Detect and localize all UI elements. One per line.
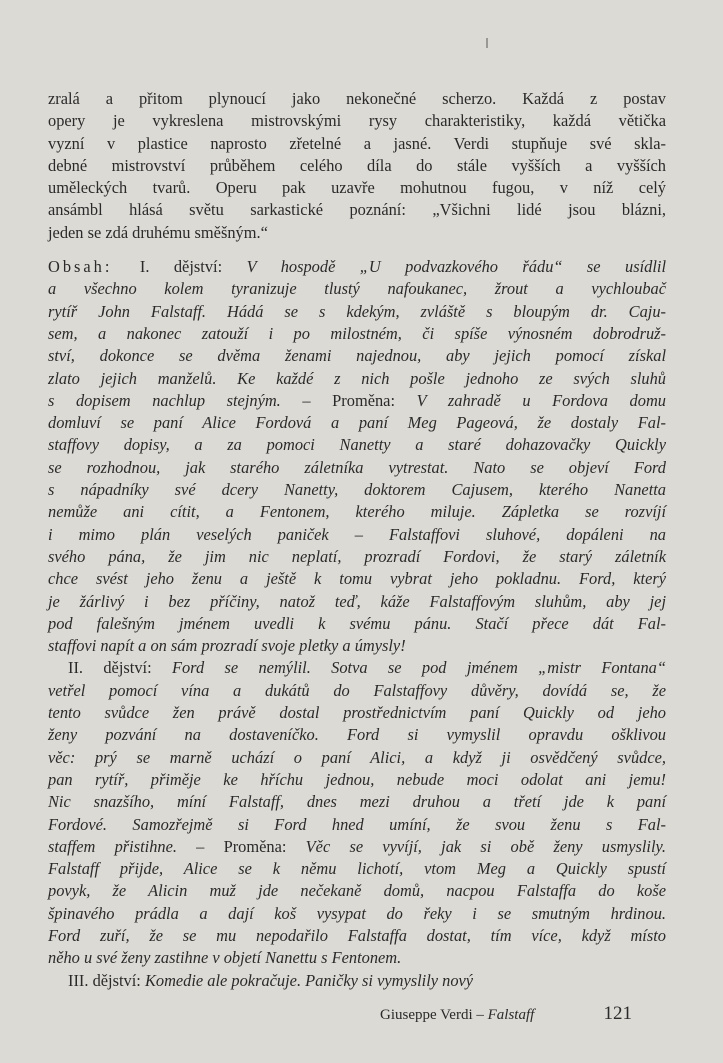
synopsis-text: něho u své ženy zastihne v objetí Nanettu s Fentonem. (48, 948, 402, 968)
synopsis-line (48, 457, 666, 479)
synopsis-text: domluví se paní Alice Fordová a paní Meg Pageová, že dostaly Fal- (48, 413, 666, 433)
footer-dash: – (476, 1007, 484, 1023)
intro-line: debné mistrovství průběhem celého díla do stále vyšších a vyšších (48, 155, 666, 175)
act-label: II. dějství: (68, 658, 172, 678)
synopsis-text: chce svést jeho ženu a ještě k tomu vybrat jeho pokladnu. Ford, který (48, 569, 666, 589)
synopsis-text: s dopisem nachlup stejným. (48, 390, 281, 410)
synopsis-text: Ford se nemýlil. Sotva se pod jménem „mistr Fontana“ (171, 658, 666, 678)
obsah-label: Obsah: (48, 257, 140, 277)
synopsis-line (48, 858, 666, 880)
synopsis-line (48, 501, 666, 523)
synopsis-line (48, 345, 666, 367)
synopsis-line (48, 702, 666, 724)
synopsis-text: vetřel pomocí vína a dukátů do Falstaffovy důvěry, dovídá se, že (48, 680, 666, 700)
synopsis-text: V zahradě u Fordova domu (416, 390, 666, 410)
synopsis-text: tento svůdce žen právě dostal prostřednictvím paní Quickly od jeho (48, 703, 666, 723)
synopsis-text: staffovi napít a on sám prozradí svoje pletky a úmysly! (48, 636, 406, 656)
synopsis-line (48, 323, 666, 345)
synopsis-line (48, 880, 666, 902)
synopsis-text: Věc se vyvíjí, jak si obě ženy usmyslily. (305, 836, 666, 856)
synopsis-text: povyk, že Alicin muž jde nečekaně domů, nacpou Falstaffa do koše (48, 881, 666, 901)
synopsis-text: Falstaff přijde, Alice se k němu lichotí, vtom Meg a Quickly spustí (48, 859, 666, 879)
synopsis (48, 256, 666, 992)
synopsis-line (48, 412, 666, 434)
synopsis-text: V hospodě „U podvazkového řádu“ se usídlil (246, 257, 667, 277)
margin-mark (486, 38, 488, 48)
synopsis-line (48, 278, 666, 300)
intro-line: opery je vykreslena mistrovskými rysy charakteristiky, každá větička (48, 111, 666, 131)
intro-line: zralá a přitom plynoucí jako nekonečné scherzo. Každá z postav (48, 89, 666, 108)
synopsis-text: Nic snazšího, míní Falstaff, dnes mezi druhou a třetí jde k paní (48, 792, 666, 812)
synopsis-text: sem, a nakonec zatouží i po milostném, či spíše výnosném dobrodruž- (48, 323, 666, 343)
footer-work: Falstaff (487, 1007, 535, 1023)
synopsis-line (48, 836, 666, 858)
synopsis-line (48, 657, 666, 679)
synopsis-text: špinavého prádla a dají koš vysypat do řeky i se smutným hrdinou. (48, 903, 666, 923)
synopsis-line (48, 591, 666, 613)
page-body (48, 88, 666, 992)
synopsis-line (48, 769, 666, 791)
intro-line: jeden se zdá druhému směšným.“ (48, 222, 268, 242)
act-label: I. dějství: (139, 257, 247, 277)
synopsis-text: zlato jejich manželů. Ke každé z nich pošle jednoho ze svých sluhů (48, 368, 666, 388)
footer-title (380, 1007, 534, 1024)
synopsis-line (48, 680, 666, 702)
running-footer (380, 1003, 632, 1025)
synopsis-text: nemůže ani cítit, a Fentonem, kterého miluje. Zápletka se rozvíjí (48, 502, 666, 522)
synopsis-text: Komedie ale pokračuje. Paničky si vymyslily nový (144, 970, 474, 990)
synopsis-line (48, 368, 666, 390)
synopsis-line (48, 434, 666, 456)
synopsis-line (48, 747, 666, 769)
synopsis-text: svého pána, že jim nic neplatí, prozradí Fordovi, že starý záletník (48, 546, 666, 566)
synopsis-line (48, 970, 666, 992)
synopsis-text: staffem přistihne. (48, 836, 177, 856)
synopsis-text: s nápadníky své dcery Nanetty, doktorem Cajusem, kterého Nanetta (48, 480, 666, 500)
synopsis-line (48, 390, 666, 412)
page-number: 121 (603, 1003, 632, 1024)
scene-change-label: – Proměna: (176, 836, 306, 856)
act-label: III. dějství: (68, 970, 145, 990)
synopsis-text: ství, dokonce se dvěma ženami najednou, aby jejich pomocí získal (48, 346, 666, 366)
synopsis-text: je žárlivý i bez příčiny, natož teď, káže Falstaffovým sluhům, aby jej (48, 591, 666, 611)
synopsis-text: staffovy dopisy, a za pomoci Nanetty a staré dohazovačky Quickly (48, 435, 666, 455)
synopsis-text: rytíř John Falstaff. Hádá se s kdekým, zvláště s bloupým dr. Caju- (48, 301, 666, 321)
synopsis-text: a všechno kolem tyranizuje tlustý nafoukanec, žrout a vychloubač (48, 279, 666, 299)
synopsis-text: se rozhodnou, jak starého záletníka vytrestat. Nato se objeví Ford (48, 457, 666, 477)
synopsis-line (48, 925, 666, 947)
synopsis-line (48, 568, 666, 590)
synopsis-text: pod falešným jménem uvedli k svému pánu. Stačí přece dát Fal- (48, 613, 666, 633)
synopsis-text: věc: prý se marně uchází o paní Alici, a když ji osvědčený svůdce, (48, 747, 666, 767)
synopsis-line (48, 546, 666, 568)
synopsis-text: ženy pozvání na dostaveníčko. Ford si vymyslil opravdu ošklivou (48, 725, 666, 745)
synopsis-line (48, 613, 666, 635)
synopsis-line (48, 724, 666, 746)
synopsis-text: Fordové. Samozřejmě si Ford hned umíní, že svou ženu s Fal- (48, 814, 666, 834)
intro-line: uměleckých tvarů. Operu pak uzavře mohutnou fugou, v níž celý (48, 178, 666, 198)
synopsis-line (48, 947, 666, 969)
synopsis-text: Ford zuří, že se mu nepodařilo Falstaffa dostat, tím více, když místo (48, 925, 666, 945)
synopsis-line (48, 301, 666, 323)
scene-change-label: – Proměna: (280, 390, 417, 410)
synopsis-text: pan rytíř, přiměje ke hříchu jednou, nebude moci odolat ani jemu! (48, 769, 666, 789)
synopsis-text: i mimo plán veselých paniček – Falstaffovi sluhové, dopáleni na (48, 524, 666, 544)
synopsis-line (48, 635, 666, 657)
synopsis-line (48, 903, 666, 925)
intro-line: ansámbl hlásá světu sarkastické poznání: „Všichni lidé jsou blázni, (48, 200, 666, 220)
synopsis-line (48, 791, 666, 813)
intro-line: vyzní v plastice naprosto zřetelné a jasné. Verdi stupňuje své skla- (48, 133, 666, 153)
synopsis-line (48, 479, 666, 501)
synopsis-line (48, 524, 666, 546)
intro-paragraph (48, 88, 666, 244)
footer-author: Giuseppe Verdi (380, 1007, 473, 1023)
synopsis-line (48, 256, 666, 278)
synopsis-line (48, 814, 666, 836)
